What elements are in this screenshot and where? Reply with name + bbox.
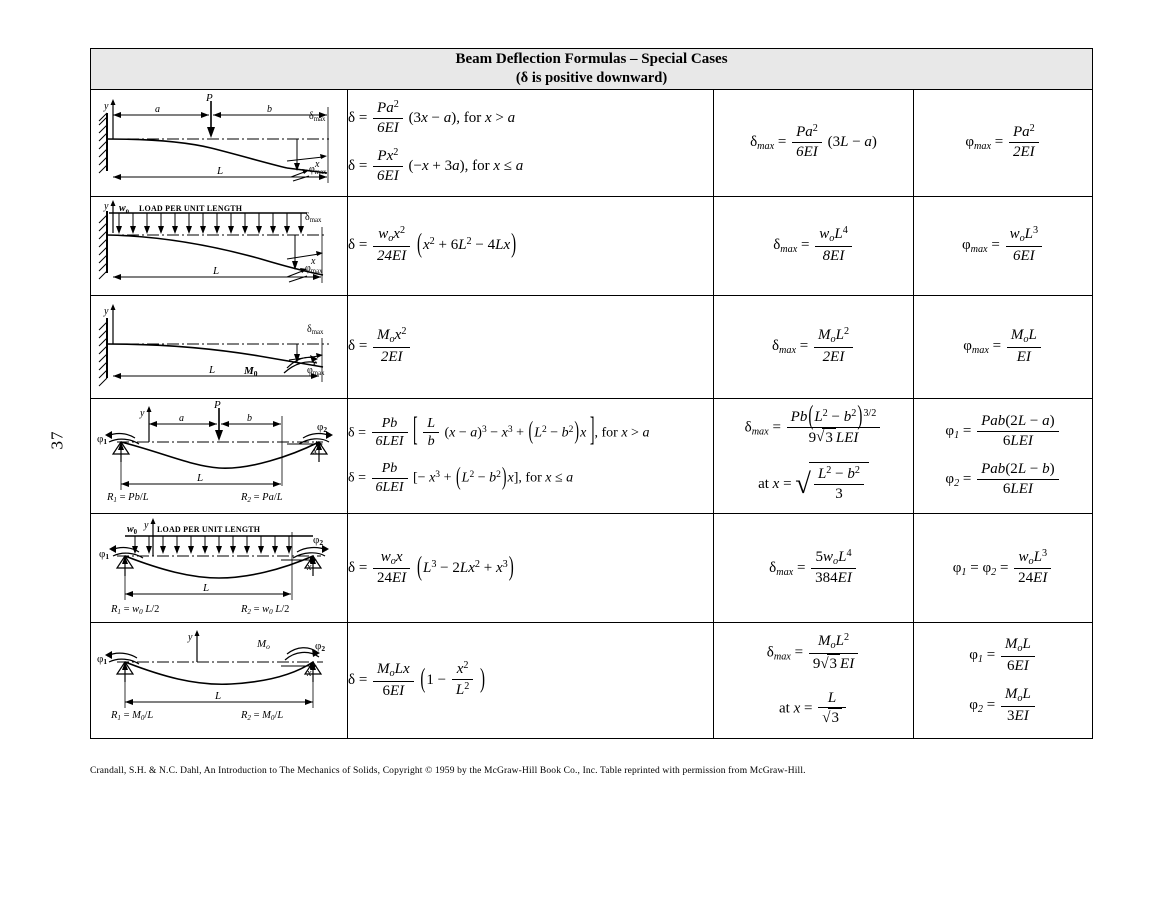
- figure-cell-ss-point-load: [91, 398, 348, 514]
- phi2-label: φ2: [315, 639, 326, 653]
- equation: φmax = $\frac{woL^3}{6EI}$: [914, 225, 1092, 266]
- w0-label: w0: [127, 524, 138, 537]
- table-title-line2: (δ is positive downward): [515, 70, 668, 87]
- deflection-formula-cell-1: [348, 89, 714, 196]
- svg-text:y: y: [104, 100, 109, 112]
- svg-text:L: L: [213, 264, 220, 277]
- delta-max-label: δmax: [307, 323, 324, 336]
- load-per-unit-length-label: LOAD PER UNIT LENGTH: [139, 203, 243, 213]
- phi1-label: φ1: [97, 652, 108, 666]
- slope-cell-4: [914, 398, 1093, 514]
- equation: φ1 = $\frac{\text{MoL}}{6EI}$: [914, 635, 1092, 676]
- slope-cell-6: [914, 623, 1093, 738]
- delta-max-cell-5: [714, 514, 914, 623]
- delta-max-label: δmax: [305, 211, 322, 224]
- phi1-label: φ1: [99, 548, 110, 562]
- phi-max-label: φmax: [305, 262, 323, 275]
- svg-text:L: L: [197, 471, 204, 484]
- M0-label: M0: [244, 364, 258, 378]
- svg-text:y: y: [188, 631, 193, 643]
- equation: at x = $\frac{L}{√3}$: [714, 689, 913, 729]
- svg-text:P: P: [214, 399, 221, 411]
- svg-text:x: x: [312, 357, 317, 369]
- equation: δmax = $\frac{MoL^2}{9√3 EI}$: [714, 632, 913, 674]
- delta-max-cell-2: [714, 196, 914, 295]
- equation: δ = $\frac{Px^2}{6EI}$ (−x + 3a), for x ≤ a: [348, 147, 524, 184]
- deflection-formula-cell-3: [348, 295, 714, 398]
- delta-max-cell-4: [714, 398, 914, 514]
- beam-diagram: [91, 514, 346, 622]
- delta-max-cell-6: [714, 623, 914, 738]
- svg-text:x: x: [315, 158, 320, 170]
- table-row: [91, 623, 1093, 738]
- svg-text:a: a: [155, 103, 160, 115]
- table-row: [91, 295, 1093, 398]
- source-caption: Crandall, S.H. & N.C. Dahl, An Introduction to The Mechanics of Solids, Copyright © 1959 by the McGraw-Hill Book Co., Inc. Table reprinted with permission from McGraw-Hill.: [90, 766, 806, 776]
- equation: δmax = $\frac{woL^4}{8EI}$: [714, 225, 913, 266]
- figure-cell-cantilever-moment: [91, 295, 348, 398]
- phi1-label: φ1: [97, 432, 108, 447]
- beam-diagram: [91, 93, 346, 193]
- equation: δ = $\frac{wox^2}{24EI}$ $(x^2 + 6L^2 - 4Lx)$: [348, 224, 517, 264]
- deflection-formula-cell-6: [348, 623, 714, 738]
- svg-text:L: L: [215, 689, 222, 702]
- table-header-row: [91, 49, 1093, 90]
- svg-text:y: y: [140, 407, 145, 419]
- w0-label: wo: [119, 202, 130, 215]
- equation: δ = $\frac{\text{wox}}{24EI}$ $(L^3 - 2Lx^2 + x^3)$: [348, 548, 514, 587]
- beam-diagram: [91, 628, 346, 734]
- svg-text:x: x: [313, 445, 318, 457]
- slope-cell-3: [914, 295, 1093, 398]
- equation: φ2 = $\frac{\text{Pab(2L − b)}}{\text{6LEI}}$: [914, 460, 1092, 499]
- table-title-line1: Beam Deflection Formulas – Special Cases: [455, 51, 728, 67]
- svg-text:y: y: [104, 200, 109, 212]
- deflection-formula-cell-2: [348, 196, 714, 295]
- equation: φ2 = $\frac{\text{MoL}}{3EI}$: [914, 685, 1092, 726]
- svg-text:x: x: [311, 255, 316, 267]
- reaction-1-label: R1 = w0 L/2: [111, 604, 160, 617]
- equation: δmax = $\frac{Pa^2}{6EI}$ (3L − a): [750, 122, 877, 160]
- delta-max-cell-1: [714, 89, 914, 196]
- beam-diagram: [91, 400, 346, 512]
- equation: δ = $\frac{\text{MoLx}}{6EI}$ (1 − $\frac{x^2}{L^2}$ ): [348, 660, 486, 699]
- svg-text:x: x: [307, 562, 312, 574]
- reaction-2-label: R2 = Pa/L: [241, 491, 283, 504]
- table-row: [91, 196, 1093, 295]
- equation: δmax = $\frac{Pb(L^2 - b^2)^{3/2}}{\text{9√3 LEI}}$: [714, 408, 913, 449]
- table-row: [91, 398, 1093, 514]
- equation: φmax = $\frac{Pa^2}{2EI}$: [914, 123, 1092, 162]
- reaction-1-label: R1 = M0/L: [111, 709, 154, 722]
- page-number: 37: [47, 430, 67, 450]
- svg-text:a: a: [179, 412, 184, 424]
- figure-cell-cantilever-point-load: [91, 89, 348, 196]
- equation: φmax = $\frac{\text{MoL}}{EI}$: [914, 326, 1092, 367]
- reaction-2-label: R2 = w0 L/2: [241, 604, 290, 617]
- equation: δmax = $\frac{MoL^2}{2EI}$: [714, 326, 913, 367]
- table-title-cell: [91, 49, 1093, 90]
- reaction-2-label: R2 = M0/L: [241, 709, 284, 722]
- delta-max-label: δmax: [309, 110, 326, 123]
- beam-diagram: [91, 197, 346, 295]
- equation: δ = $\frac{Pa^2}{6EI}$ (3x − a), for x > a: [348, 98, 516, 136]
- table-row: [91, 89, 1093, 196]
- phi-max-label: φmax: [307, 364, 325, 377]
- slope-cell-1: [914, 89, 1093, 196]
- svg-text:y: y: [104, 305, 109, 317]
- phi2-label: φ2: [313, 534, 324, 548]
- equation: δmax = $\frac{5woL^4}{384EI}$: [714, 548, 913, 589]
- svg-text:L: L: [203, 582, 210, 595]
- slope-cell-5: [914, 514, 1093, 623]
- equation: δ = $\frac{Pb}{\text{6LEI}}$ [− $x^3 + (L^2 - b^2)x$], for x ≤ a: [348, 461, 574, 495]
- equation: δ = $\frac{Mox^2}{2EI}$: [348, 326, 713, 367]
- table-row: [91, 514, 1093, 623]
- svg-text:b: b: [267, 103, 272, 115]
- figure-cell-ss-uniform: [91, 514, 348, 623]
- equation: φ1 = $\frac{\text{Pab(2L − a)}}{\text{6LEI}}$: [914, 412, 1092, 451]
- deflection-formula-cell-5: [348, 514, 714, 623]
- figure-cell-ss-moment: [91, 623, 348, 738]
- phi2-label: φ2: [317, 420, 328, 435]
- deflection-formula-cell-4: [348, 398, 714, 514]
- equation: δ = $\frac{Pb}{\text{6LEI}}$ [ $\frac{L}{b}$ $(x - a)^3 - x^3 + (L^2 - b^2)x$ ], for x > a: [348, 413, 650, 450]
- figure-cell-cantilever-uniform: [91, 196, 348, 295]
- beam-deflection-table: [90, 48, 1092, 739]
- delta-max-cell-3: [714, 295, 914, 398]
- svg-text:L: L: [217, 164, 224, 177]
- equation: at x = √ $\frac{L^2 - b^2}{3}$: [714, 462, 913, 504]
- svg-text:y: y: [144, 520, 149, 532]
- equation: φ1 = φ2 = $\frac{woL^3}{24EI}$: [914, 548, 1092, 589]
- svg-text:P: P: [206, 92, 213, 104]
- phi-max-label: φmax: [309, 163, 327, 176]
- svg-text:b: b: [247, 412, 252, 424]
- Mo-label: Mo: [257, 637, 270, 651]
- svg-text:L: L: [209, 363, 216, 376]
- load-per-unit-length-label: LOAD PER UNIT LENGTH: [157, 525, 261, 535]
- reaction-1-label: R1 = Pb/L: [107, 491, 149, 504]
- svg-text:x: x: [307, 667, 312, 679]
- beam-diagram: [91, 296, 346, 398]
- slope-cell-2: [914, 196, 1093, 295]
